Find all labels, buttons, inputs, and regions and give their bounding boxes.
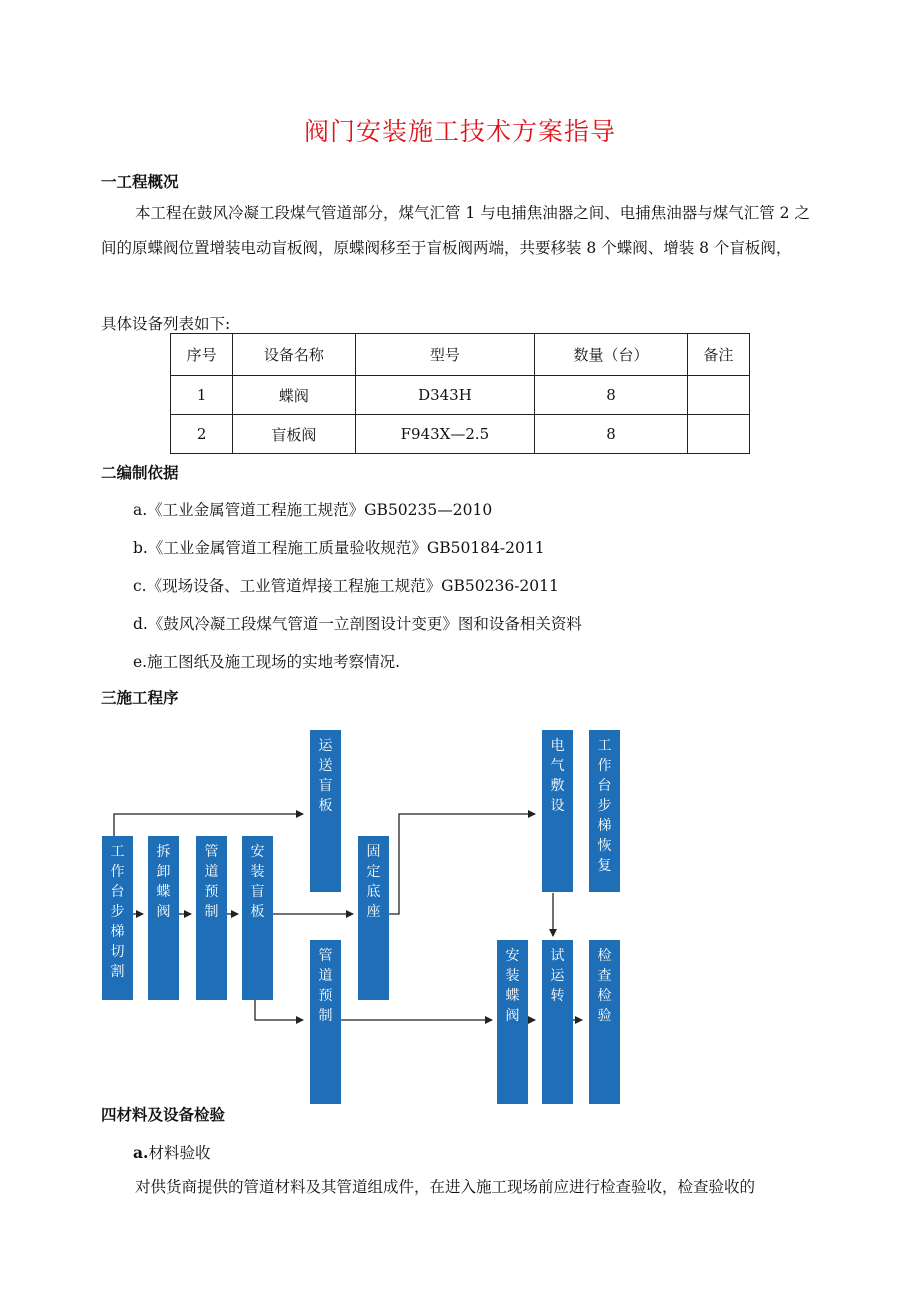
table-cell: F943X—2.5 xyxy=(355,415,535,454)
table-cell: 2 xyxy=(171,415,233,454)
table-header-row xyxy=(171,334,750,376)
basis-item: d.《鼓风冷凝工段煤气管道一立剖图设计变更》图和设备相关资料 xyxy=(133,615,582,633)
table-cell: 8 xyxy=(535,415,687,454)
procedure-flowchart xyxy=(95,722,635,1112)
flow-step-label: 管道预制 xyxy=(318,948,333,1024)
material-acceptance-heading xyxy=(133,1141,210,1163)
table-cell: D343H xyxy=(355,376,535,415)
section-heading-overview: 一工程概况 xyxy=(101,173,179,191)
basis-item: b.《工业金属管道工程施工质量验收规范》GB50184-2011 xyxy=(133,539,545,557)
flow-step-label: 固定底座 xyxy=(366,844,381,920)
flow-step-label: 工作台步梯恢复 xyxy=(597,738,612,874)
flow-step-label: 拆卸蝶阀 xyxy=(156,844,171,920)
section-heading-procedure: 三施工程序 xyxy=(101,689,179,707)
table-cell: 盲板阀 xyxy=(233,415,355,454)
flow-step-label: 安装蝶阀 xyxy=(505,948,520,1024)
arrow xyxy=(383,814,535,914)
table-header: 数量（台） xyxy=(535,334,687,376)
table-cell: 1 xyxy=(171,376,233,415)
basis-item: c.《现场设备、工业管道焊接工程施工规范》GB50236-2011 xyxy=(133,577,559,595)
flow-step-label: 工作台步梯切割 xyxy=(110,844,125,980)
table-cell: 蝶阀 xyxy=(233,376,355,415)
flow-step-label: 检查检验 xyxy=(597,948,612,1024)
basis-item: e.施工图纸及施工现场的实地考察情况. xyxy=(133,653,401,671)
flow-step-label: 试运转 xyxy=(550,948,565,1004)
flow-step-label: 管道预制 xyxy=(204,844,219,920)
table-cell xyxy=(687,415,749,454)
table-header: 型号 xyxy=(355,334,535,376)
table-header: 备注 xyxy=(687,334,749,376)
table-cell: 8 xyxy=(535,376,687,415)
table-header: 设备名称 xyxy=(233,334,355,376)
flow-step-label: 电气敷设 xyxy=(550,738,565,814)
table-row xyxy=(171,415,750,454)
flow-step-label: 安装盲板 xyxy=(250,844,265,920)
page-title: 阀门安装施工技术方案指导 xyxy=(303,117,616,146)
flow-step-box xyxy=(542,940,573,1104)
sub-label: a. xyxy=(133,1143,149,1162)
sub-title: 材料验收 xyxy=(148,1144,211,1162)
table-cell xyxy=(687,376,749,415)
flow-step-label: 运送盲板 xyxy=(318,738,333,814)
equipment-table xyxy=(170,333,750,454)
arrow xyxy=(114,814,303,836)
table-header: 序号 xyxy=(171,334,233,376)
section-heading-basis: 二编制依据 xyxy=(101,464,179,482)
overview-paragraph: 本工程在鼓风冷凝工段煤气管道部分，煤气汇管 1 与电捕焦油器之间、电捕焦油器与煤气汇管 2 之间的原蝶阀位置增装电动盲板阀，原蝶阀移至于盲板阀两端，共要移装 8 个蝶阀、增装 8 个盲板阀， xyxy=(101,204,810,257)
section-heading-inspection: 四材料及设备检验 xyxy=(101,1106,226,1124)
table-row xyxy=(171,376,750,415)
basis-item: a.《工业金属管道工程施工规范》GB50235—2010 xyxy=(133,501,493,519)
material-acceptance-paragraph: 对供货商提供的管道材料及其管道组成件，在进入施工现场前应进行检查验收，检查验收的 xyxy=(135,1178,756,1196)
equipment-list-intro: 具体设备列表如下: xyxy=(101,315,231,333)
